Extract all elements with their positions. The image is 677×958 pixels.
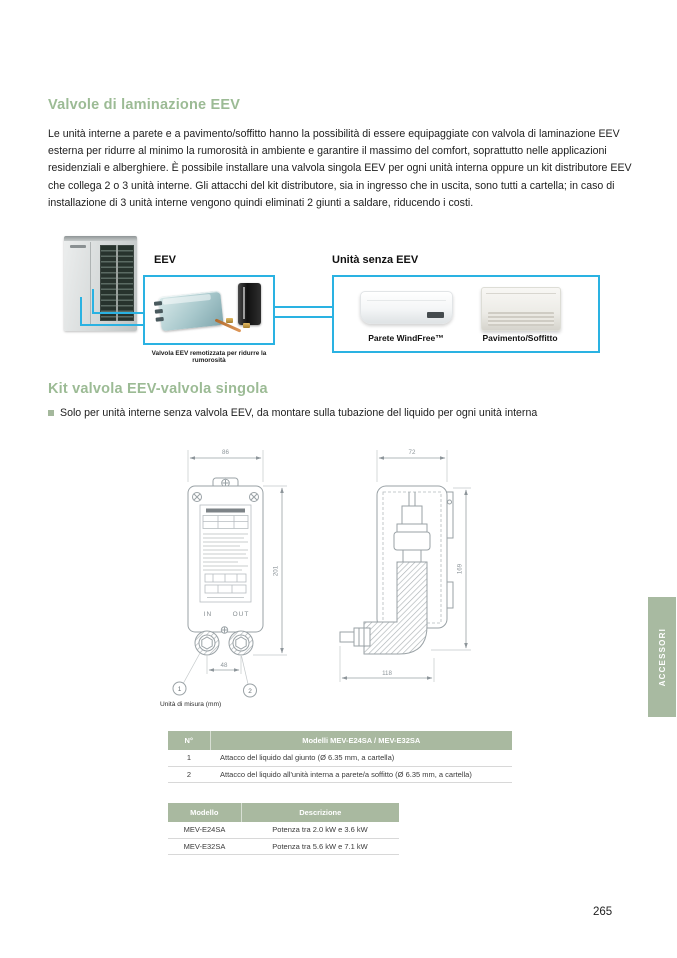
dim-depth: 118 <box>382 670 392 677</box>
eev-box-label: EEV <box>154 254 177 266</box>
table-row <box>168 822 399 838</box>
technical-drawing-side <box>340 449 471 682</box>
dim-height-front: 201 <box>272 565 280 577</box>
console-topline <box>486 293 556 294</box>
technical-drawing-front <box>173 449 287 697</box>
part-number: 1 <box>168 750 210 766</box>
no-eev-box-label: Unità senza EEV <box>332 254 419 266</box>
bullet-item <box>48 407 537 419</box>
flare-connector-in <box>195 631 219 655</box>
refrigerant-pipe-line <box>275 316 332 318</box>
refrigerant-pipe-line <box>275 306 332 308</box>
section-title-kit-valvola: Kit valvola EEV-valvola singola <box>48 381 268 397</box>
models-header-description: Descrizione <box>241 803 399 822</box>
wall-unit-image <box>360 291 453 324</box>
port-out-label: OUT <box>232 611 250 618</box>
dim-ports: 48 <box>220 662 228 669</box>
section-body-text: Le unità interne a parete e a pavimento/soffitto hanno la possibilità di essere equipaggiate con valvola di laminazione EEV esterna per ridurre al minimo la rumorosità in ambiente e garantire il massimo del comfort, soprattutto nelle applicazioni residenziali e alberghiere. È possibile installare una valvola singola EEV per ogni unità interna oppure un kit distributore EEV che collega 2 o 3 unità interne. Gli attacchi del kit distributore, sia in ingresso che in uscita, sono tutti a cartella; in caso di installazione di 3 unità interne vengono quindi eliminati 2 giunti a saldare, riducendo i costi. <box>48 128 632 209</box>
brass-nut-image <box>243 323 250 328</box>
spec-label-placeholder <box>200 505 251 602</box>
brass-nut-image <box>226 318 233 323</box>
valve-pin <box>156 317 164 322</box>
units-note: Unità di misura (mm) <box>160 701 222 708</box>
callout-2: 2 <box>248 688 252 695</box>
wall-unit-vent <box>427 312 444 318</box>
models-table <box>168 803 399 855</box>
outdoor-unit-top <box>64 236 137 241</box>
console-unit-label: Pavimento/Soffitto <box>482 333 558 343</box>
parts-table-header-row <box>168 731 512 750</box>
bullet-square-icon <box>48 410 54 416</box>
valve-pin <box>154 301 162 306</box>
table-row <box>168 766 512 782</box>
dim-height-side: 169 <box>456 563 464 575</box>
model-description: Potenza tra 2.0 kW e 3.6 kW <box>241 822 399 838</box>
solenoid-valve-image <box>238 283 261 325</box>
console-unit-image <box>481 287 561 331</box>
valve-lid <box>163 294 211 305</box>
callout-1: 1 <box>177 686 182 693</box>
dimensional-drawing <box>150 442 480 704</box>
port-in-label: IN <box>203 611 213 618</box>
part-description: Attacco del liquido dal giunto (Ø 6.35 mm, a cartella) <box>210 750 512 766</box>
model-description: Potenza tra 5.6 kW e 7.1 kW <box>241 838 399 854</box>
brand-badge <box>70 245 86 248</box>
table-row <box>168 750 512 766</box>
models-table-header-row <box>168 803 399 822</box>
model-name: MEV-E24SA <box>168 822 241 838</box>
eev-valve-image <box>158 291 223 331</box>
valve-pin <box>155 309 163 314</box>
refrigerant-pipe-line <box>92 289 143 314</box>
flare-connector-out <box>229 631 253 655</box>
model-name: MEV-E32SA <box>168 838 241 854</box>
parts-table <box>168 731 512 783</box>
dim-width-side: 72 <box>408 449 416 456</box>
parts-header-models: Modelli MEV-E24SA / MEV-E32SA <box>210 731 512 750</box>
section-title-valvole: Valvole di laminazione EEV <box>48 97 241 113</box>
wall-unit-crease <box>367 300 446 301</box>
part-description: Attacco del liquido all'unità interna a parete/a soffitto (Ø 6.35 mm, a cartella) <box>210 766 512 782</box>
section-tab-label: ACCESSORI <box>657 627 667 687</box>
table-row <box>168 838 399 854</box>
section-tab-accessori <box>648 597 676 717</box>
models-header-model: Modello <box>168 803 241 822</box>
solenoid-highlight <box>243 287 245 319</box>
page-number: 265 <box>593 906 613 918</box>
eev-caption: Valvola EEV remotizzata per ridurre la rumorosità <box>151 350 267 364</box>
part-number: 2 <box>168 766 210 782</box>
dim-width-front: 86 <box>222 449 229 456</box>
parts-header-num: N° <box>168 731 210 750</box>
console-grille <box>488 312 554 326</box>
bullet-text: Solo per unità interne senza valvola EEV, da montare sulla tubazione del liquido per ogni unità interna <box>60 407 538 419</box>
wall-unit-label: Parete WindFree™ <box>368 333 444 343</box>
